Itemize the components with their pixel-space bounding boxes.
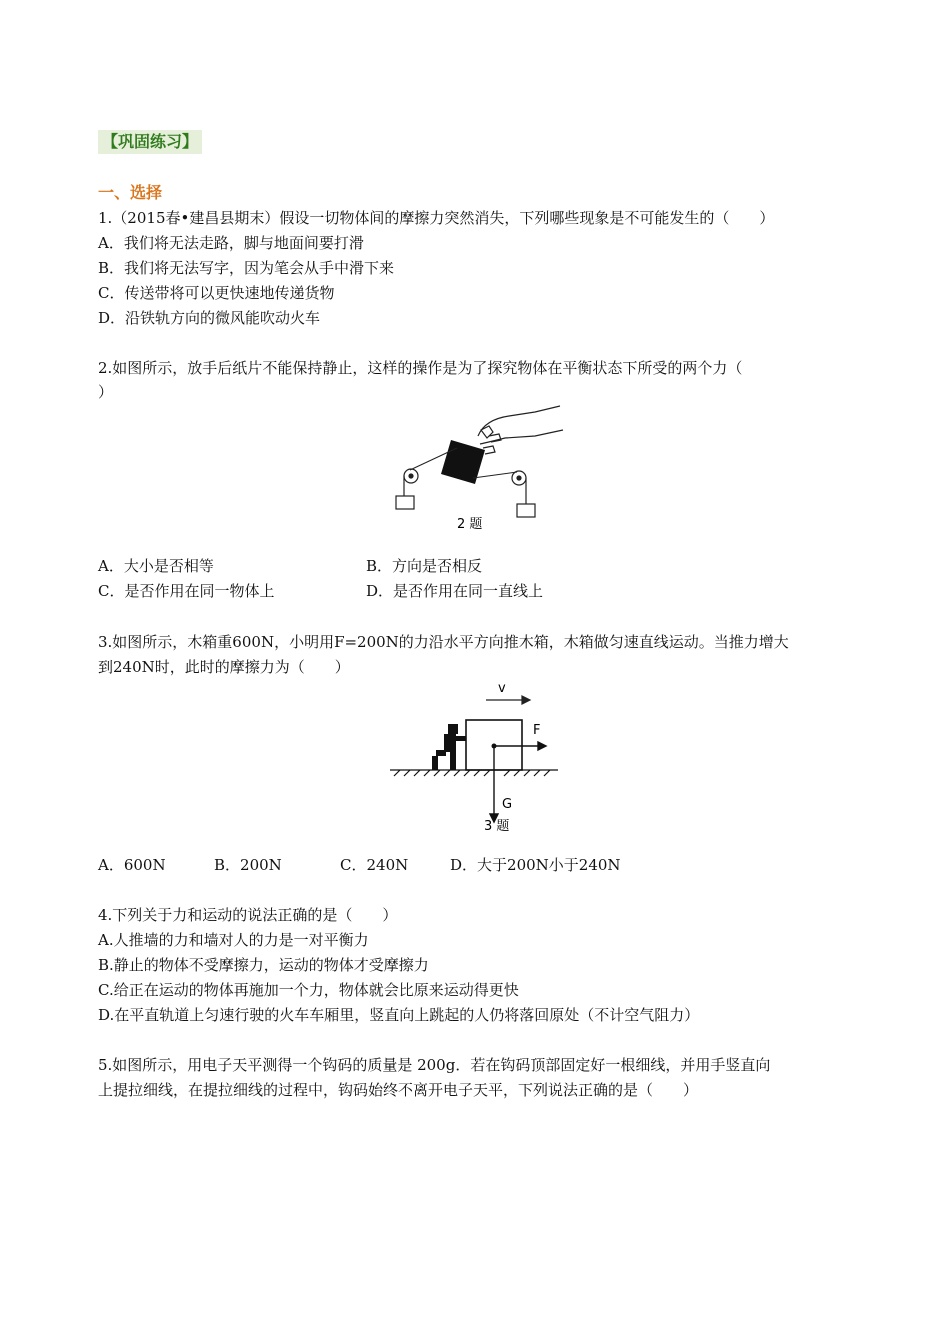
section-title: 【巩固练习】 [98, 130, 202, 154]
hand-icon [478, 406, 563, 454]
left-pulley-icon [396, 469, 418, 509]
q5-stem-line2: 上提拉细线，在提拉细线的过程中，钩码始终不离开电子天平，下列说法正确的是（ ） [98, 1081, 699, 1099]
q4-option-a: A.人推墙的力和墙对人的力是一对平衡力 [98, 931, 369, 949]
q2-option-b: B．方向是否相反 [366, 557, 483, 575]
velocity-label: v [498, 681, 506, 696]
q5-stem-line1: 5.如图所示，用电子天平测得一个钩码的质量是 200g．若在钩码顶部固定好一根细线，并用手竖直向 [98, 1056, 771, 1074]
q1-option-a: A．我们将无法走路，脚与地面间要打滑 [98, 234, 364, 252]
section-heading: 一、选择 [98, 183, 163, 202]
gravity-label: G [502, 797, 513, 812]
q2-figure [385, 400, 575, 535]
q2-figure-caption: 2 题 [457, 517, 483, 532]
q2-option-a: A．大小是否相等 [98, 557, 214, 575]
q3-option-b: B．200N [214, 856, 282, 874]
q2-option-c: C．是否作用在同一物体上 [98, 582, 275, 600]
q3-figure [388, 676, 568, 836]
velocity-arrow-icon [486, 696, 530, 704]
ground-line [390, 770, 558, 776]
right-string [473, 472, 517, 478]
q2-stem-line2: ） [98, 383, 114, 401]
q2-stem-line1: 2.如图所示，放手后纸片不能保持静止，这样的操作是为了探究物体在平衡状态下所受的两个力（ [98, 359, 743, 377]
q2-option-d: D．是否作用在同一直线上 [366, 582, 544, 600]
q1-option-d: D．沿铁轨方向的微风能吹动火车 [98, 309, 321, 327]
q4-stem: 4.下列关于力和运动的说法正确的是（ ） [98, 906, 398, 924]
q4-option-c: C.给正在运动的物体再施加一个力，物体就会比原来运动得更快 [98, 981, 519, 999]
q3-option-c: C．240N [340, 856, 409, 874]
q3-stem-line1: 3.如图所示，木箱重600N，小明用F=200N的力沿水平方向推木箱，木箱做匀速直线运动。当推力增大 [98, 633, 789, 651]
q1-option-c: C．传送带将可以更快速地传递货物 [98, 284, 335, 302]
q1-option-b: B．我们将无法写字，因为笔会从手中滑下来 [98, 259, 395, 277]
right-pulley-icon [512, 471, 535, 517]
q3-option-a: A．600N [98, 856, 166, 874]
q3-stem-line2: 到240N时，此时的摩擦力为（ ） [98, 658, 350, 676]
person-pushing-icon [432, 724, 466, 770]
q1-stem: 1.（2015春•建昌县期末）假设一切物体间的摩擦力突然消失，下列哪些现象是不可能发生的（ ） [98, 209, 775, 227]
force-label: F [533, 723, 541, 738]
q3-figure-caption: 3 题 [484, 819, 510, 834]
q4-option-d: D.在平直轨道上匀速行驶的火车车厢里，竖直向上跳起的人仍将落回原处（不计空气阻力） [98, 1006, 700, 1024]
q4-option-b: B.静止的物体不受摩擦力，运动的物体才受摩擦力 [98, 956, 429, 974]
q3-option-d: D．大于200N小于240N [450, 856, 621, 874]
